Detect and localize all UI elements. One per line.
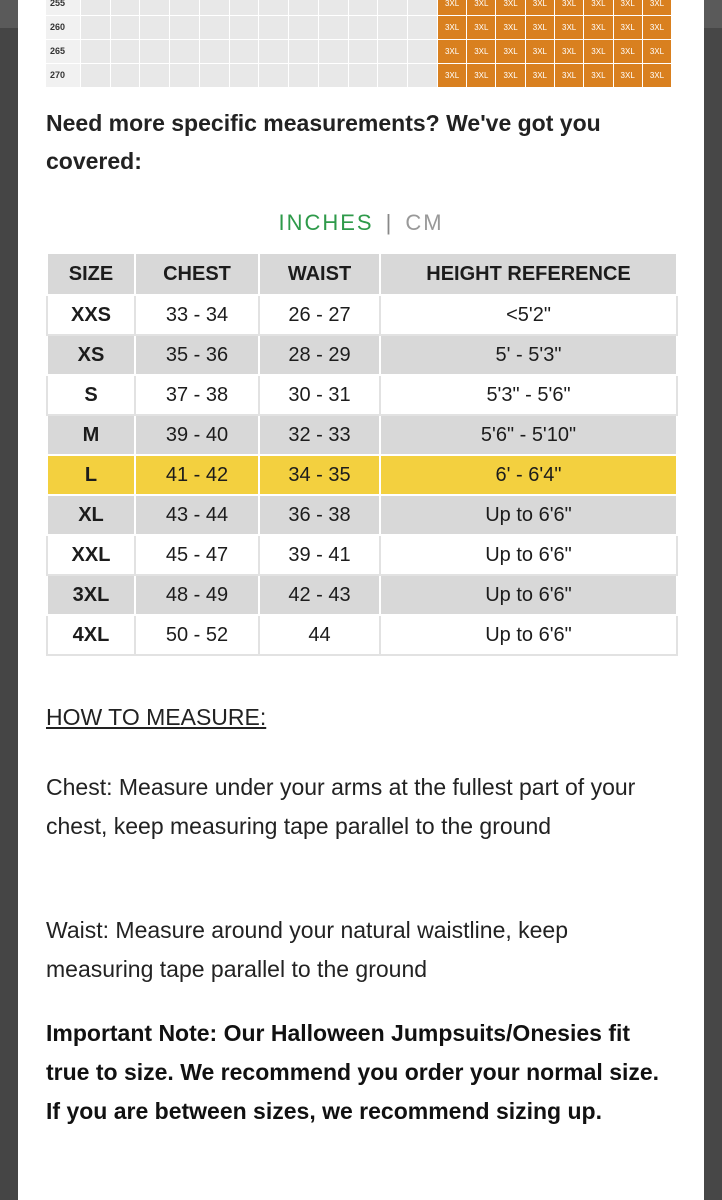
weight-row bbox=[46, 16, 672, 39]
column-header: WAIST bbox=[259, 253, 380, 295]
content-page bbox=[18, 0, 704, 1200]
size-cell: 3XL bbox=[555, 0, 583, 15]
size-cell: XXL bbox=[47, 535, 135, 575]
chest-cell: 43 - 44 bbox=[135, 495, 259, 535]
weight-label: 255 bbox=[46, 0, 80, 15]
size-cell: 3XL bbox=[614, 0, 642, 15]
waist-cell: 26 - 27 bbox=[259, 295, 380, 335]
size-cell: 3XL bbox=[643, 16, 671, 39]
size-cell: 3XL bbox=[496, 0, 524, 15]
height-cell: 5'3" - 5'6" bbox=[380, 375, 677, 415]
size-cell: 3XL bbox=[438, 40, 466, 63]
height-cell: Up to 6'6" bbox=[380, 615, 677, 655]
waist-cell: 34 - 35 bbox=[259, 455, 380, 495]
size-cell: 3XL bbox=[438, 64, 466, 87]
table-row bbox=[47, 415, 677, 455]
chest-cell: 37 - 38 bbox=[135, 375, 259, 415]
size-cell: 3XL bbox=[526, 16, 554, 39]
table-row bbox=[47, 615, 677, 655]
table-header-row bbox=[47, 253, 677, 295]
size-cell: 3XL bbox=[467, 64, 495, 87]
chest-cell: 50 - 52 bbox=[135, 615, 259, 655]
height-cell: Up to 6'6" bbox=[380, 535, 677, 575]
table-row bbox=[47, 375, 677, 415]
height-cell: Up to 6'6" bbox=[380, 575, 677, 615]
chest-cell: 45 - 47 bbox=[135, 535, 259, 575]
unit-toggle bbox=[18, 210, 704, 236]
size-cell: 3XL bbox=[643, 64, 671, 87]
size-cell: 3XL bbox=[47, 575, 135, 615]
chest-cell: 39 - 40 bbox=[135, 415, 259, 455]
table-row bbox=[47, 535, 677, 575]
size-cell: 3XL bbox=[555, 64, 583, 87]
size-cell: 3XL bbox=[526, 0, 554, 15]
how-to-measure-heading: HOW TO MEASURE: bbox=[46, 704, 267, 730]
right-backdrop bbox=[704, 0, 722, 1200]
weight-label: 260 bbox=[46, 16, 80, 39]
waist-cell: 32 - 33 bbox=[259, 415, 380, 455]
size-cell: 3XL bbox=[614, 40, 642, 63]
waist-cell: 39 - 41 bbox=[259, 535, 380, 575]
cm-option[interactable]: CM bbox=[405, 210, 444, 235]
left-backdrop bbox=[0, 0, 18, 1200]
unit-separator: | bbox=[385, 210, 394, 235]
size-cell: 3XL bbox=[467, 0, 495, 15]
weight-row bbox=[46, 64, 672, 87]
inches-option[interactable]: INCHES bbox=[278, 210, 374, 235]
table-row bbox=[47, 575, 677, 615]
waist-cell: 30 - 31 bbox=[259, 375, 380, 415]
size-cell: 3XL bbox=[467, 40, 495, 63]
height-cell: 5' - 5'3" bbox=[380, 335, 677, 375]
weight-label: 265 bbox=[46, 40, 80, 63]
size-cell: 3XL bbox=[496, 40, 524, 63]
size-cell: 3XL bbox=[438, 16, 466, 39]
waist-cell: 36 - 38 bbox=[259, 495, 380, 535]
waist-instructions: Waist: Measure around your natural waistline, keep measuring tape parallel to the ground bbox=[46, 917, 569, 982]
size-cell: XS bbox=[47, 335, 135, 375]
measurements-heading: Need more specific measurements? We've got you covered: bbox=[46, 110, 601, 174]
size-table bbox=[46, 252, 678, 656]
column-header: SIZE bbox=[47, 253, 135, 295]
size-cell: 3XL bbox=[555, 40, 583, 63]
table-row bbox=[47, 295, 677, 335]
size-cell: 3XL bbox=[496, 64, 524, 87]
size-cell: XXS bbox=[47, 295, 135, 335]
column-header: CHEST bbox=[135, 253, 259, 295]
size-cell: 3XL bbox=[643, 0, 671, 15]
size-cell: 3XL bbox=[584, 0, 612, 15]
height-cell: 5'6" - 5'10" bbox=[380, 415, 677, 455]
table-row bbox=[47, 335, 677, 375]
size-cell: 3XL bbox=[496, 16, 524, 39]
height-cell: 6' - 6'4" bbox=[380, 455, 677, 495]
size-cell: 3XL bbox=[614, 64, 642, 87]
size-cell: 3XL bbox=[526, 64, 554, 87]
column-header: HEIGHT REFERENCE bbox=[380, 253, 677, 295]
size-cell: 3XL bbox=[526, 40, 554, 63]
chest-instructions: Chest: Measure under your arms at the fullest part of your chest, keep measuring tape parallel to the ground bbox=[46, 774, 636, 839]
chest-cell: 41 - 42 bbox=[135, 455, 259, 495]
size-cell: L bbox=[47, 455, 135, 495]
height-cell: <5'2" bbox=[380, 295, 677, 335]
size-cell: XL bbox=[47, 495, 135, 535]
size-cell: 3XL bbox=[438, 0, 466, 15]
size-cell: 3XL bbox=[584, 16, 612, 39]
weight-size-chart bbox=[46, 0, 672, 88]
size-cell: M bbox=[47, 415, 135, 455]
table-row-highlighted bbox=[47, 455, 677, 495]
size-cell: 4XL bbox=[47, 615, 135, 655]
size-cell: 3XL bbox=[643, 40, 671, 63]
weight-label: 270 bbox=[46, 64, 80, 87]
waist-cell: 28 - 29 bbox=[259, 335, 380, 375]
size-cell: 3XL bbox=[584, 40, 612, 63]
height-cell: Up to 6'6" bbox=[380, 495, 677, 535]
table-row bbox=[47, 495, 677, 535]
size-cell: S bbox=[47, 375, 135, 415]
size-cell: 3XL bbox=[555, 16, 583, 39]
size-cell: 3XL bbox=[584, 64, 612, 87]
chest-cell: 35 - 36 bbox=[135, 335, 259, 375]
waist-cell: 42 - 43 bbox=[259, 575, 380, 615]
waist-cell: 44 bbox=[259, 615, 380, 655]
important-note: Important Note: Our Halloween Jumpsuits/Onesies fit true to size. We recommend you order your normal size. If you are between sizes, we recommend sizing up. bbox=[46, 1020, 660, 1124]
size-cell: 3XL bbox=[467, 16, 495, 39]
chest-cell: 48 - 49 bbox=[135, 575, 259, 615]
weight-row bbox=[46, 0, 672, 15]
chest-cell: 33 - 34 bbox=[135, 295, 259, 335]
size-cell: 3XL bbox=[614, 16, 642, 39]
weight-row bbox=[46, 40, 672, 63]
